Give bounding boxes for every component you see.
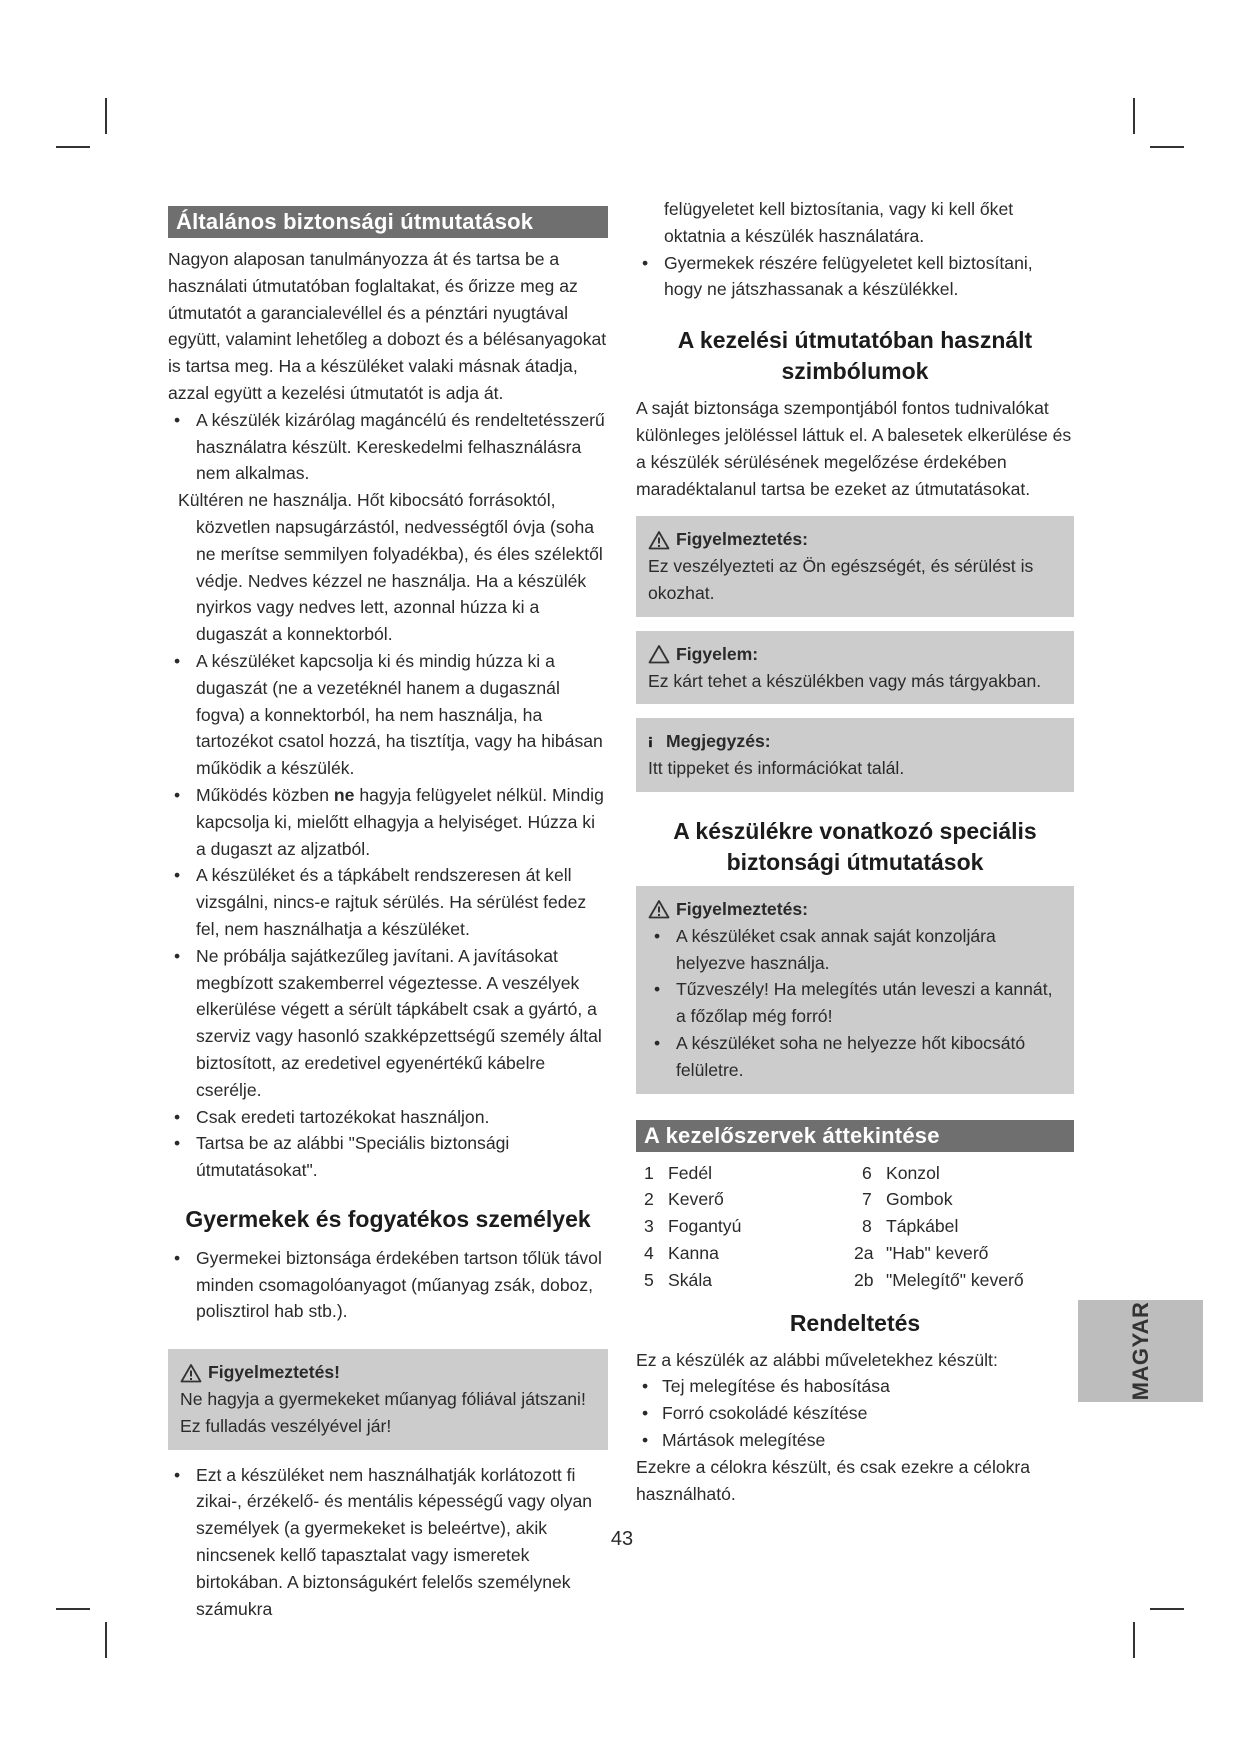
- control-number: 5: [644, 1269, 654, 1290]
- symbol-box-warning: [636, 516, 1074, 616]
- control-number: 6: [862, 1162, 872, 1183]
- control-number: 2a: [854, 1242, 874, 1263]
- list-item: • Tűzveszély! Ha melegítés után leveszi a kannát, a főzőlap még forró!: [648, 976, 1062, 1030]
- control-label: Skála: [668, 1269, 713, 1290]
- special-box-title-text: Figyelmeztetés:: [676, 898, 808, 919]
- list-item: [168, 782, 608, 862]
- symbol-box-title-text: Figyelmeztetés:: [676, 529, 808, 550]
- symbols-intro: A saját biztonsága szempontjából fontos tudnivalókat különleges jelöléssel láttuk el. A balesetek elkerülése és a készülék sérülésének megelőzése érdekében maradéktalanul tartsa be ezeket az útmutatásokat.: [636, 398, 1072, 499]
- purpose-list: [636, 1373, 1074, 1453]
- list-item: • A készüléket soha ne helyezze hőt kibocsátó felületre.: [648, 1030, 1062, 1084]
- control-number: 7: [862, 1189, 872, 1210]
- control-number: 4: [644, 1242, 654, 1263]
- control-number: 3: [644, 1216, 654, 1237]
- symbol-box-note: [636, 718, 1074, 792]
- control-item: [636, 1213, 854, 1240]
- warning-title-text: Figyelmeztetés!: [208, 1362, 340, 1383]
- language-side-tab: [1078, 1300, 1203, 1402]
- safety-list: [168, 648, 608, 1184]
- list-item: • A készüléket kapcsolja ki és mindig húzza ki a dugaszát (ne a vezetéknél hanem a dugasznál fogva) a konnektorból, ha nem használja, ha tartozékot csatol hozzá, ha tisztítja, vagy ha hibásan működik a készülék.: [168, 648, 608, 782]
- outdoor-paragraph: Kültéren ne használja. Hőt kibocsátó forrásoktól, közvetlen napsugárzástól, nedvességtől óvja (soha ne merítse semmilyen folyadékba), és éles szélektől védje. Nedves kézzel ne használja. Ha a készülék nyirkos vagy nedves lett, azonnal húzza ki a dugaszát a konnektorból.: [178, 490, 603, 645]
- purpose-outro: Ezekre a célokra készült, és csak ezekre a célokra használható.: [636, 1456, 1031, 1504]
- symbol-box-text: Ez veszélyezteti az Ön egészségét, és sérülést is okozhat.: [648, 556, 1034, 603]
- info-icon: [648, 732, 660, 752]
- heading-children: Gyermekek és fogyatékos személyek: [185, 1205, 591, 1232]
- list-item-text: Működés közben: [196, 784, 334, 805]
- left-column: [168, 200, 608, 1622]
- list-item: • Tartsa be az alábbi "Speciális biztonsági útmutatásokat".: [168, 1130, 608, 1184]
- control-item: [854, 1160, 1074, 1187]
- symbol-box-title-text: Figyelem:: [676, 643, 759, 664]
- list-item: • Mártások melegítése: [636, 1427, 1074, 1454]
- warning-triangle-icon: [180, 1363, 202, 1383]
- symbol-box-title: [648, 728, 1062, 755]
- crop-mark: [1150, 146, 1184, 148]
- control-label: "Melegítő" keverő: [886, 1269, 1024, 1290]
- list-item: • Gyermekei biztonsága érdekében tartson tőlük távol minden csomagolóanyagot (műanyag zsák, doboz, polisztirol hab stb.).: [168, 1245, 608, 1325]
- control-number: 8: [862, 1216, 872, 1237]
- caution-triangle-icon: [648, 644, 670, 664]
- control-number: 2: [644, 1189, 654, 1210]
- warning-box-title: [180, 1359, 596, 1386]
- special-box-title: [648, 896, 1062, 923]
- control-label: Kanna: [668, 1242, 719, 1263]
- control-label: Gombok: [886, 1189, 953, 1210]
- emphasis-text: ne: [333, 784, 355, 805]
- heading-symbols: A kezelési útmutatóban használt szimbólumok: [677, 327, 1033, 385]
- crop-mark: [56, 1608, 90, 1610]
- control-label: "Hab" keverő: [886, 1242, 989, 1263]
- control-label: Konzol: [886, 1162, 940, 1183]
- heading-purpose: Rendeltetés: [789, 1309, 921, 1336]
- limited-list: [168, 1462, 608, 1623]
- control-number: 2b: [854, 1269, 874, 1290]
- list-item: • A készüléket és a tápkábelt rendszeresen át kell vizsgálni, nincs-e rajtuk sérülés. Ha sérülést fedez fel, nem használhatja a készüléket.: [168, 862, 608, 942]
- list-item: • A készüléket csak annak saját konzoljára helyezve használja.: [648, 923, 1062, 977]
- right-column: [636, 196, 1074, 1507]
- list-item: • Ezt a készüléket nem használhatják korlátozott fi zikai-, érzékelő- és mentális képességű vagy olyan személyek (a gyermekeket is beleértve), akik nincsenek kellő tapasztalat vagy ismeretek birtokában. A biztonságukért felelős személynek számukra: [168, 1462, 608, 1623]
- crop-mark: [1133, 1622, 1135, 1658]
- continuation-paragraph: felügyeletet kell biztosítania, vagy ki kell őket oktatnia a készülék használatára.: [664, 199, 1014, 246]
- crop-mark: [56, 146, 90, 148]
- crop-mark: [105, 1622, 107, 1658]
- symbol-box-title-text: Megjegyzés:: [666, 731, 771, 752]
- control-label: Tápkábel: [886, 1216, 959, 1237]
- list-item: • Gyermekek részére felügyeletet kell biztosítani, hogy ne játszhassanak a készülékkel.: [636, 250, 1074, 304]
- heading-special-safety: A készülékre vonatkozó speciális biztonsági útmutatások: [673, 817, 1037, 875]
- control-label: Fedél: [668, 1162, 713, 1183]
- symbol-box-title: [648, 526, 1062, 553]
- control-item: [636, 1240, 854, 1267]
- control-number: 1: [644, 1162, 654, 1183]
- symbol-box-text: Itt tippeket és információkat talál.: [648, 758, 905, 779]
- warning-triangle-icon: [648, 530, 670, 550]
- crop-mark: [1150, 1608, 1184, 1610]
- section-banner-controls: A kezelőszervek áttekintése: [636, 1120, 1074, 1152]
- crop-mark: [1133, 98, 1135, 134]
- list-item: • Forró csokoládé készítése: [636, 1400, 1074, 1427]
- safety-list: [168, 407, 608, 487]
- symbol-box-caution: [636, 631, 1074, 705]
- list-item: • Tej melegítése és habosítása: [636, 1373, 1074, 1400]
- control-item: [854, 1240, 1074, 1267]
- language-tab-label: MAGYAR: [1127, 1301, 1153, 1401]
- page-number: 43: [610, 1528, 634, 1550]
- crop-mark: [105, 98, 107, 134]
- purpose-intro: Ez a készülék az alábbi műveletekhez készült:: [636, 1349, 998, 1370]
- controls-table: [636, 1160, 1074, 1294]
- list-item: • Ne próbálja sajátkezűleg javítani. A javításokat megbízott szakemberrel végeztesse. A veszélyek elkerülése végett a sérült tápkábelt csak a gyártó, a szerviz vagy hasonló szakképzettségű személy által biztosított, az eredetivel egyenértékű kábelre cserélje.: [168, 943, 608, 1104]
- control-label: Fogantyú: [668, 1216, 742, 1237]
- control-item: [854, 1186, 1074, 1213]
- section-banner-general-safety: Általános biztonsági útmutatások: [168, 206, 608, 238]
- warning-triangle-icon: [648, 899, 670, 919]
- warning-box-children: [168, 1349, 608, 1449]
- control-item: [636, 1267, 854, 1294]
- control-label: Keverő: [668, 1189, 724, 1210]
- symbol-box-text: Ez kárt tehet a készülékben vagy más tárgyakban.: [648, 670, 1042, 691]
- list-item: • Csak eredeti tartozékokat használjon.: [168, 1104, 608, 1131]
- control-item: [636, 1186, 854, 1213]
- list-item-text: hagyja felügyelet nélkül. Mindig kapcsolja ki, mielőtt elhagyja a helyiséget. Húzza ki a dugaszt az aljzatból.: [196, 784, 604, 859]
- special-warning-list: [648, 923, 1062, 1084]
- children-list: [168, 1245, 608, 1325]
- control-item: [636, 1160, 854, 1187]
- children-supervision-list: [636, 250, 1074, 304]
- symbol-box-title: [648, 641, 1062, 668]
- control-item: [854, 1213, 1074, 1240]
- control-item: [854, 1267, 1074, 1294]
- list-item: • A készülék kizárólag magáncélú és rendeltetésszerű használatra készült. Kereskedelmi felhasználásra nem alkalmas.: [168, 407, 608, 487]
- warning-box-text: Ne hagyja a gyermekeket műanyag fóliával játszani! Ez fulladás veszélyével jár!: [180, 1389, 586, 1436]
- special-warning-box: [636, 886, 1074, 1094]
- intro-paragraph: Nagyon alaposan tanulmányozza át és tartsa be a használati útmutatóban foglaltakat, és őrizze meg az útmutatót a garancialevéllel és a pénztári nyugtával együtt, valamint lehetőleg a dobozt és a bélésanyagokat is tartsa meg. Ha a készüléket valaki másnak átadja, azzal együtt a kezelési útmutatót is adja át.: [168, 249, 607, 403]
